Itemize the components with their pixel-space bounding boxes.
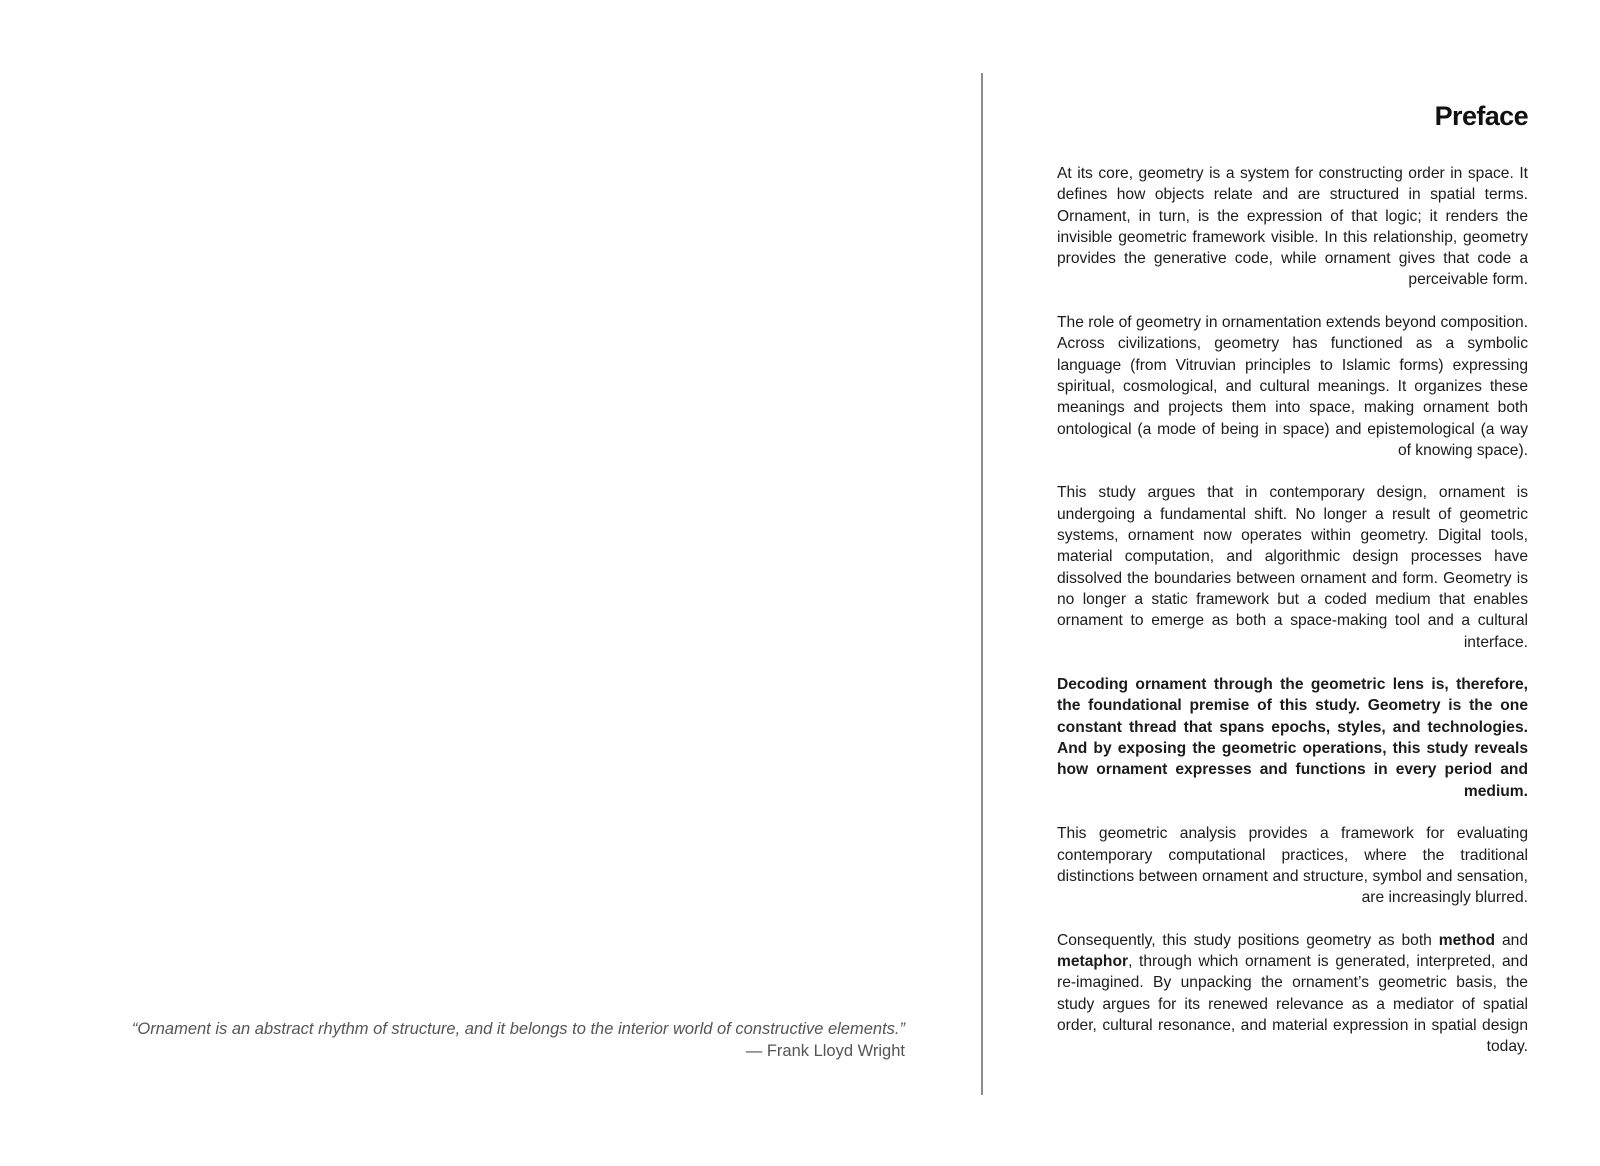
page-title: Preface — [1434, 101, 1528, 131]
epigraph-quote: “Ornament is an abstract rhythm of structure, and it belongs to the interior world of constructive elements.” — [131, 1020, 905, 1038]
paragraph-6-bold-method: method — [1438, 931, 1496, 949]
page-divider — [981, 73, 983, 1095]
paragraph-6-bold-metaphor: metaphor — [1057, 952, 1129, 970]
paragraph-6 — [1057, 930, 1528, 1058]
epigraph-attribution: — Frank Lloyd Wright — [745, 1042, 905, 1060]
paragraph-6-text-c: , through which ornament is generated, interpreted, and re-imagined. By unpacking the ornament’s geometric basis, the study argues for its renewed relevance as a mediator of spatial order, cultural resonance, and material expression in spatial design today. — [1057, 952, 1528, 1056]
paragraph-5: This geometric analysis provides a framework for evaluating contemporary computational practices, where the traditional distinctions between ornament and structure, symbol and sensation, are increasingly blurred. — [1057, 825, 1528, 907]
paragraph-6-text-b: and — [1495, 931, 1528, 949]
paragraph-4-emphasis: Decoding ornament through the geometric lens is, therefore, the foundational premise of this study. Geometry is the one constant thread that spans epochs, styles, and technologies. And by exposing the geometric operations, this study reveals how ornament expresses and functions in every period and medium. — [1057, 676, 1528, 800]
paragraph-6-text-a: Consequently, this study positions geometry as both — [1057, 931, 1439, 949]
paragraph-1: At its core, geometry is a system for constructing order in space. It defines how objects relate and are structured in spatial terms. Ornament, in turn, is the expression of that logic; it renders the invisible geometric framework visible. In this relationship, geometry provides the generative code, while ornament gives that code a perceivable form. — [1057, 165, 1528, 289]
paragraph-3: This study argues that in contemporary design, ornament is undergoing a fundamental shift. No longer a result of geometric systems, ornament now operates within geometry. Digital tools, material computation, and algorithmic design processes have dissolved the boundaries between ornament and form. Geometry is no longer a static framework but a coded medium that enables ornament to emerge as both a space-making tool and a cultural interface. — [1057, 484, 1528, 651]
paragraph-2: The role of geometry in ornamentation extends beyond composition. Across civilizations, geometry has functioned as a symbolic language (from Vitruvian principles to Islamic forms) expressing spiritual, cosmological, and cultural meanings. It organizes these meanings and projects them into space, making ornament both ontological (a mode of being in space) and epistemological (a way of knowing space). — [1057, 314, 1528, 459]
preface-body — [1057, 163, 1528, 1057]
right-page — [1057, 98, 1528, 1079]
epigraph — [80, 1018, 905, 1062]
